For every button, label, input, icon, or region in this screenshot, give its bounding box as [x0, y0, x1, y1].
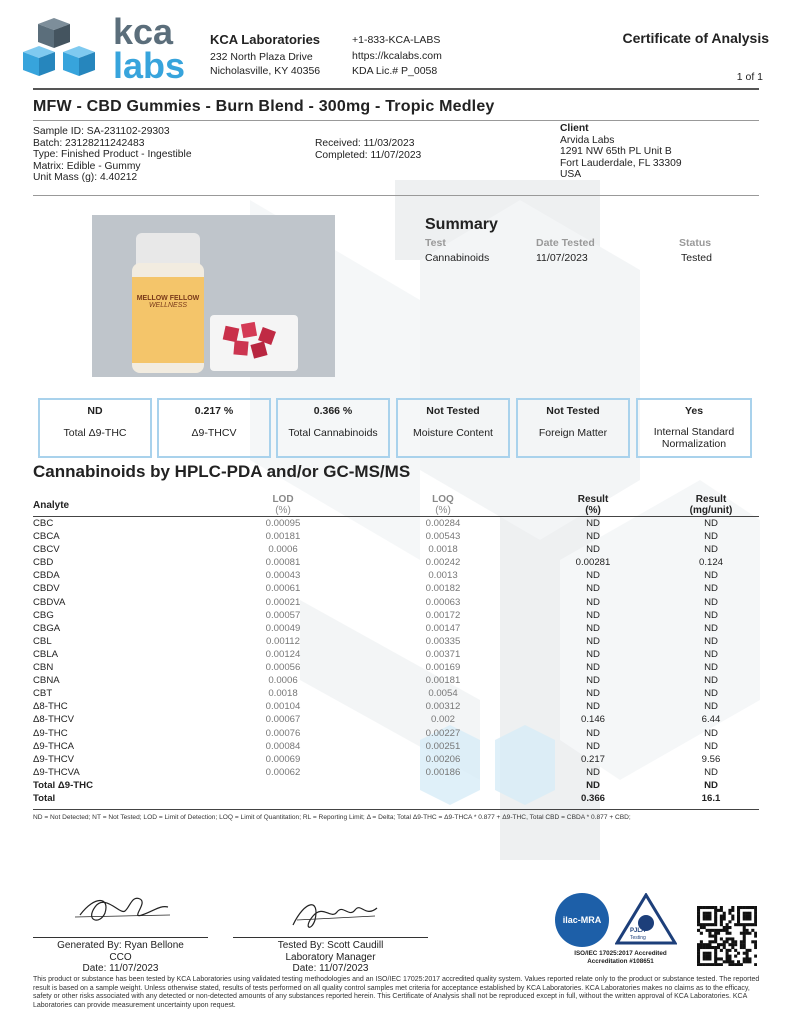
table-row [33, 700, 759, 713]
cell-loq: 0.0018 [428, 544, 458, 556]
cell-lod: 0.00067 [265, 714, 301, 726]
table-row [33, 648, 759, 661]
cell-result-pct: ND [586, 583, 600, 595]
sample-matrix: Matrix: Edible - Gummy [33, 160, 141, 172]
cell-result-mg: ND [704, 779, 718, 791]
info-divider [33, 195, 759, 196]
table-row [33, 543, 759, 556]
generated-by-block [33, 940, 208, 975]
cell-analyte: Δ9-THCVA [33, 766, 80, 778]
cell-result-pct: ND [586, 727, 600, 739]
cell-result-pct: ND [586, 779, 600, 791]
signature-line-1 [33, 937, 208, 938]
table-row [33, 713, 759, 726]
pjla-sub: Testing [630, 935, 646, 941]
cell-result-pct: ND [586, 766, 600, 778]
cell-result-mg: 16.1 [701, 792, 721, 804]
header-result-unit: (%) [585, 505, 601, 516]
label-brand: MELLOW FELLOW [136, 295, 200, 302]
cell-analyte: CBDV [33, 583, 60, 595]
cell-result-mg: ND [704, 675, 718, 687]
cell-result-pct: ND [586, 675, 600, 687]
box-value: Yes [684, 405, 704, 417]
cell-result-mg: ND [704, 518, 718, 529]
lab-address-2: Nicholasville, KY 40356 [210, 65, 321, 77]
cell-lod: 0.0006 [268, 544, 298, 556]
table-row [33, 687, 759, 700]
cell-result-mg: 0.124 [698, 557, 723, 569]
cell-result-pct: ND [586, 518, 600, 529]
cell-loq: 0.0054 [428, 688, 458, 700]
header-result2-text: Result [695, 494, 727, 505]
table-header-row [33, 490, 759, 517]
cell-lod: 0.00062 [265, 766, 301, 778]
cell-loq: 0.00251 [425, 740, 461, 752]
cell-lod: 0.00061 [265, 583, 301, 595]
cell-analyte: CBGA [33, 622, 61, 634]
lab-phone: +1-833-KCA-LABS [352, 34, 441, 46]
iso-text: ISO/IEC 17025:2017 Accredited [574, 950, 667, 957]
cell-result-mg: 6.44 [701, 714, 721, 726]
box-internal-standard [636, 398, 752, 458]
signature-ryan [70, 885, 180, 935]
pjla-text: PJLA [630, 928, 646, 934]
table-row [33, 517, 759, 531]
cell-result-mg: ND [704, 622, 718, 634]
box-label: Internal Standard Normalization [653, 426, 735, 450]
header-result-mg [663, 490, 759, 517]
table-row [33, 622, 759, 635]
cell-analyte: Δ8-THCV [33, 714, 75, 726]
cell-result-mg: 9.56 [701, 753, 721, 765]
gummy-tray [210, 315, 298, 371]
table-row [33, 635, 759, 648]
pjla-logo [615, 893, 677, 945]
cell-result-mg: ND [704, 596, 718, 608]
cell-result-pct: ND [586, 662, 600, 674]
table-row [33, 582, 759, 595]
box-d9thcv [157, 398, 271, 458]
title-divider [33, 120, 759, 121]
sample-info [33, 126, 192, 184]
table-row [33, 766, 759, 779]
cell-result-pct: ND [586, 531, 600, 543]
cell-loq: 0.00543 [425, 531, 461, 543]
cannabinoids-title: Cannabinoids by HPLC-PDA and/or GC-MS/MS [33, 462, 411, 481]
table-row [33, 596, 759, 609]
client-name: Arvida Labs [560, 134, 615, 146]
cell-analyte: CBNA [33, 675, 60, 687]
cell-loq [363, 779, 523, 792]
cell-lod: 0.00081 [265, 557, 301, 569]
header-divider [33, 88, 759, 90]
cell-loq: 0.00206 [425, 753, 461, 765]
summary-date: 11/07/2023 [536, 252, 588, 264]
box-value: Not Tested [546, 405, 600, 417]
table-row [33, 569, 759, 582]
cell-lod: 0.00076 [265, 727, 301, 739]
cell-loq: 0.00063 [425, 596, 461, 608]
page-number: 1 of 1 [736, 71, 763, 83]
cell-analyte: Total Δ9-THC [33, 779, 94, 791]
cell-loq: 0.00181 [425, 675, 461, 687]
box-label: Moisture Content [413, 427, 493, 439]
header-lod [203, 490, 363, 517]
gummy [250, 341, 267, 358]
cell-loq: 0.00284 [425, 518, 461, 529]
lab-address-1: 232 North Plaza Drive [210, 51, 313, 63]
cell-analyte: CBT [33, 688, 53, 700]
cell-result-mg: ND [704, 701, 718, 713]
box-value: 0.366 % [313, 405, 353, 417]
box-label: Foreign Matter [538, 427, 608, 439]
cell-lod: 0.00056 [265, 662, 301, 674]
cell-result-pct: ND [586, 648, 600, 660]
sample-dates [315, 138, 421, 161]
header-loq [363, 490, 523, 517]
cell-result-mg: ND [704, 688, 718, 700]
accreditation-text [553, 950, 688, 966]
gummy [233, 340, 248, 355]
table-row [33, 779, 759, 792]
cell-result-pct: ND [586, 544, 600, 556]
sample-batch: Batch: 23128211242483 [33, 137, 145, 149]
bottle [132, 263, 204, 373]
cell-result-pct: ND [586, 701, 600, 713]
tested-by: Tested By: Scott Caudill [277, 940, 384, 951]
cell-analyte: CBG [33, 609, 54, 621]
box-label: Δ9-THCV [191, 427, 237, 439]
signature-scott [285, 890, 385, 940]
cell-loq: 0.00169 [425, 662, 461, 674]
cell-lod: 0.0018 [268, 688, 298, 700]
cell-result-mg: ND [704, 531, 718, 543]
summary-col-status: Status [679, 237, 712, 249]
cell-result-mg: ND [704, 544, 718, 556]
cell-loq: 0.00172 [425, 609, 461, 621]
cell-loq: 0.00182 [425, 583, 461, 595]
box-value: 0.217 % [194, 405, 234, 417]
client-heading: Client [560, 123, 589, 134]
box-total-d9thc [38, 398, 152, 458]
label-sub: WELLNESS [148, 302, 188, 309]
cell-loq: 0.00186 [425, 766, 461, 778]
bottle-label [132, 277, 204, 363]
header-result2-unit: (mg/unit) [689, 505, 733, 516]
tested-date: Date: 11/07/2023 [292, 963, 369, 974]
cell-result-mg: ND [704, 727, 718, 739]
gummy [241, 322, 257, 338]
cell-loq: 0.00147 [425, 622, 461, 634]
cell-result-pct: ND [586, 570, 600, 582]
table-row [33, 792, 759, 805]
cell-result-mg: ND [704, 740, 718, 752]
cell-analyte: Δ8-THC [33, 701, 68, 713]
header-lod-unit: (%) [275, 505, 291, 516]
cell-lod: 0.0006 [268, 675, 298, 687]
cell-lod: 0.00095 [265, 518, 301, 529]
cell-lod: 0.00069 [265, 753, 301, 765]
product-title: MFW - CBD Gummies - Burn Blend - 300mg - Tropic Medley [33, 98, 495, 115]
header-loq-text: LOQ [432, 494, 454, 505]
cell-lod: 0.00124 [265, 648, 301, 660]
table-row [33, 753, 759, 766]
generated-title: CCO [109, 951, 132, 963]
cell-lod [203, 779, 363, 792]
cell-analyte: CBDA [33, 570, 60, 582]
client-info [560, 123, 682, 181]
header-loq-unit: (%) [435, 505, 451, 516]
completed-date: Completed: 11/07/2023 [315, 149, 422, 161]
table-bottom-line [33, 809, 759, 810]
cell-loq: 0.0013 [428, 570, 458, 582]
cell-analyte: CBN [33, 662, 54, 674]
table-row [33, 674, 759, 687]
table-legend: ND = Not Detected; NT = Not Tested; LOD = Limit of Detection; LOQ = Limit of Quantitation; RL = Reporting Limit; Δ = Delta; Total Δ9-THC = Δ9-THCA * 0.877 + Δ9-THC, Total CBD = CBDA * 0.877 + CBD; [33, 814, 631, 821]
cell-loq [363, 792, 523, 805]
cell-lod: 0.00112 [266, 635, 300, 647]
cell-result-mg: ND [704, 662, 718, 674]
cell-result-mg: ND [704, 583, 718, 595]
accreditation-number: Accreditation #108651 [587, 958, 654, 965]
sample-type: Type: Finished Product - Ingestible [33, 149, 192, 161]
cell-result-pct: ND [586, 622, 600, 634]
cell-analyte: CBDVA [33, 596, 66, 608]
cube-logo-icon [18, 18, 108, 88]
tested-title: Laboratory Manager [285, 951, 376, 963]
box-foreign-matter [516, 398, 630, 458]
cell-loq: 0.00227 [425, 727, 461, 739]
cell-loq: 0.00312 [425, 701, 461, 713]
summary-status: Tested [681, 252, 712, 264]
box-value: Not Tested [426, 405, 480, 417]
cell-analyte: CBC [33, 518, 54, 529]
product-photo [92, 215, 335, 377]
table-row [33, 727, 759, 740]
cell-result-pct: ND [586, 609, 600, 621]
box-moisture [396, 398, 510, 458]
sample-unit-mass: Unit Mass (g): 4.40212 [33, 172, 138, 184]
kca-logo [18, 11, 198, 88]
cell-analyte: CBCA [33, 531, 60, 543]
document-title: Certificate of Analysis [622, 30, 769, 46]
received-date: Received: 11/03/2023 [315, 138, 415, 149]
header-analyte [33, 490, 203, 517]
cell-result-pct: 0.217 [580, 753, 605, 765]
summary-test: Cannabinoids [425, 252, 490, 264]
table-row [33, 530, 759, 543]
summary-col-test: Test [425, 237, 446, 249]
cell-analyte: CBLA [33, 648, 59, 660]
cell-result-mg: ND [704, 766, 718, 778]
box-label: Total Δ9-THC [63, 427, 127, 439]
cell-loq: 0.00371 [425, 648, 461, 660]
cell-result-mg: ND [704, 635, 718, 647]
cell-analyte: Δ9-THCV [33, 753, 75, 765]
cell-result-mg: ND [704, 609, 718, 621]
cell-result-pct: 0.146 [580, 714, 605, 726]
box-value: ND [87, 405, 103, 417]
cell-analyte: CBL [33, 635, 52, 647]
bottle-cap [136, 233, 200, 265]
cell-result-pct: ND [586, 688, 600, 700]
cannabinoids-table [33, 490, 759, 805]
cell-lod: 0.00021 [265, 596, 301, 608]
logo-text-kca: kca [113, 11, 174, 52]
lab-license: KDA Lic.# P_0058 [352, 65, 438, 77]
cell-result-pct: ND [586, 635, 600, 647]
cell-result-pct: 0.00281 [575, 557, 611, 569]
cell-analyte: Δ9-THCA [33, 740, 75, 752]
cell-lod: 0.00049 [265, 622, 301, 634]
cell-result-pct: 0.366 [580, 792, 605, 804]
table-row [33, 556, 759, 569]
cell-analyte: CBCV [33, 544, 60, 556]
generated-by: Generated By: Ryan Bellone [57, 940, 184, 951]
lab-website[interactable]: https://kcalabs.com [352, 50, 442, 62]
client-address-2: Fort Lauderdale, FL 33309 [560, 157, 682, 169]
cell-result-mg: ND [704, 648, 718, 660]
cell-lod: 0.00043 [265, 570, 301, 582]
table-row [33, 661, 759, 674]
signature-line-2 [233, 937, 428, 938]
tested-by-block [233, 940, 428, 975]
header-result-pct [523, 490, 663, 517]
box-total-cannabinoids [276, 398, 390, 458]
summary-col-date: Date Tested [536, 237, 595, 249]
lab-name: KCA Laboratories [210, 32, 321, 47]
cell-lod: 0.00104 [265, 701, 301, 713]
client-country: USA [560, 169, 582, 181]
generated-date: Date: 11/07/2023 [82, 963, 159, 974]
cell-result-pct: ND [586, 596, 600, 608]
cell-analyte: Δ9-THC [33, 727, 68, 739]
header-lod-text: LOD [272, 494, 294, 505]
cell-lod: 0.00181 [265, 531, 301, 543]
box-label: Total Cannabinoids [288, 427, 378, 439]
cell-loq: 0.00335 [425, 635, 461, 647]
disclaimer: This product or substance has been tested by KCA Laboratories using validated testing methodologies and an ISO/IEC 17025:2017 accredited quality system. Values reported relate only to the product or substance tested. The reported result is based on a sample weight. Unless otherwise stated, results of tests performed on all quality control samples met criteria for acceptance established by KCA Laboratories. KCA Laboratories makes no claims as to the efficacy, safety or other risks associated with any detected or non-detected amounts of any substances reported herein. This Certificate of Analysis shall not be reproduced except in full, without the written approval of KCA Laboratories. KCA Laboratories can provide measurement uncertainty upon request. [33, 976, 760, 1009]
sample-id: Sample ID: SA-231102-29303 [33, 126, 170, 137]
cell-loq: 0.00242 [425, 557, 461, 569]
cell-lod [203, 792, 363, 805]
qr-code-icon[interactable] [697, 906, 757, 966]
logo-text-labs: labs [113, 45, 186, 86]
cell-lod: 0.00057 [265, 609, 301, 621]
cell-analyte: Total [33, 792, 56, 804]
cell-result-mg: ND [704, 570, 718, 582]
table-row [33, 740, 759, 753]
table-body [33, 517, 759, 806]
cell-result-pct: ND [586, 740, 600, 752]
table-row [33, 609, 759, 622]
client-address-1: 1291 NW 65th PL Unit B [560, 146, 672, 158]
cell-lod: 0.00084 [265, 740, 301, 752]
summary-title: Summary [425, 216, 498, 233]
ilac-mra-logo: ilac-MRA [555, 893, 609, 947]
cell-analyte: CBD [33, 557, 54, 569]
cell-loq: 0.002 [430, 714, 455, 726]
header-analyte-text: Analyte [33, 500, 70, 511]
header-result-text: Result [577, 494, 609, 505]
